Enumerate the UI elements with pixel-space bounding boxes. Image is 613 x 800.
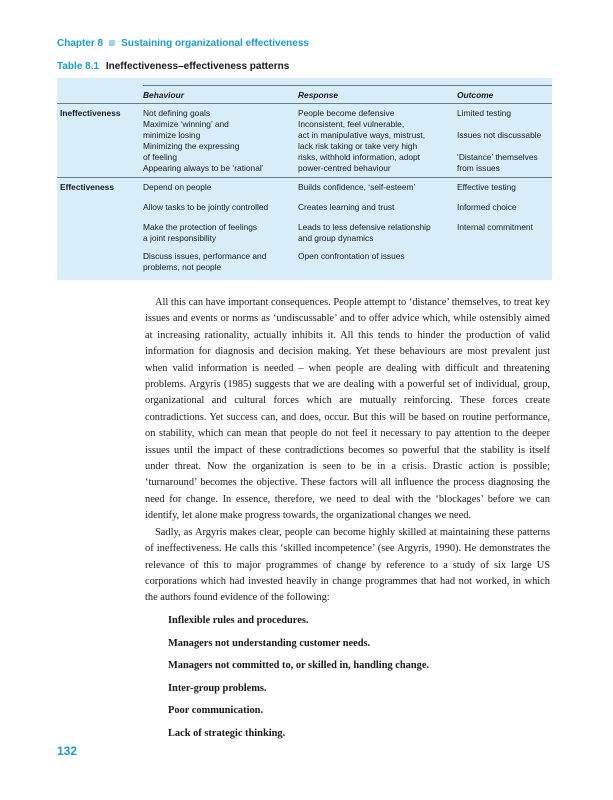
patterns-table: [57, 78, 552, 280]
ineff-behaviour-line: minimize losing: [143, 130, 201, 140]
eff-outcome-line: Effective testing: [457, 182, 516, 192]
row-label-ineffectiveness: Ineffectiveness: [60, 108, 121, 118]
table-middle-rule: [57, 177, 552, 178]
separator-square-icon: [109, 40, 115, 46]
table-title: Ineffectiveness–effectiveness patterns: [105, 61, 290, 72]
column-header-behaviour: Behaviour: [143, 90, 184, 100]
eff-response-line: Builds confidence, ‘self-esteem’: [298, 182, 416, 192]
chapter-label: Chapter 8: [57, 38, 104, 49]
eff-response-line: Creates learning and trust: [298, 202, 395, 212]
eff-outcome-line: Informed choice: [457, 202, 517, 212]
row-label-effectiveness: Effectiveness: [60, 182, 114, 192]
body-text: [145, 295, 550, 607]
ineff-response-line: act in manipulative ways, mistrust,: [298, 130, 426, 140]
eff-behaviour-line: Make the protection of feelings: [143, 222, 258, 232]
eff-response-line: Open confrontation of issues: [298, 251, 405, 261]
eff-outcome-line: Internal commitment: [457, 222, 533, 232]
list-item: Inflexible rules and procedures.: [168, 615, 309, 626]
column-header-response: Response: [298, 90, 339, 100]
table-number: Table 8.1: [57, 61, 100, 72]
list-item: Managers not understanding customer needs.: [168, 637, 371, 649]
list-item: Poor communication.: [168, 705, 264, 716]
ineff-response-line: risks, withhold information, adopt: [298, 152, 420, 162]
table-caption: [57, 61, 289, 72]
ineff-behaviour-line: Not defining goals: [143, 108, 211, 118]
eff-behaviour-line: Discuss issues, performance and: [143, 251, 267, 261]
paragraph-2: Sadly, as Argyris makes clear, people can become highly skilled at maintaining these patterns of ineffectiveness. He calls this ‘skilled incompetence’ (see Argyris, 1990). He demonstrates the relevance of this to major programmes of change by reference to a study of six large US corporations which had invested heavily in change programmes that had not worked, in which the authors found evidence of the following:: [145, 526, 550, 604]
ineff-outcome-line: ‘Distance’ themselves: [457, 152, 538, 162]
list-item: Lack of strategic thinking.: [168, 727, 286, 739]
ineff-response-line: People become defensive: [298, 108, 395, 118]
page-number: 132: [57, 744, 78, 758]
list-item: Inter-group problems.: [168, 682, 267, 694]
ineff-behaviour-line: of feeling: [143, 152, 177, 162]
ineff-response-line: Inconsistent, feel vulnerable,: [298, 119, 405, 129]
paragraph-1: All this can have important consequences. People attempt to ‘distance’ themselves, to treat key issues and events or norms as ‘undiscussable’ and to offer advice which, while ostensibly aimed at increasing rationality, actually inhibits it. All this tends to hinder the production of valid information for diagnosis and decision making. Yet these behaviours are most prevalent just when valid information is needed – when people are dealing with difficult and threatening problems. Argyris (1985) suggests that we are dealing with a powerful set of individual, group, organizational and cultural forces which are mutually reinforcing. These forces create contradictions. Yet success can, and does, occur. But this will be based on routine performance, on stability, which can mean that people do not feel it necessary to pay attention to the deeper issues until the impact of these contradictions becomes so powerful that the stability is itself under threat. Now the organization is seen to be in a crisis. Drastic action is possible; ‘turnaround’ becomes the objective. These factors will all influence the process diagnosing the need for change. In essence, therefore, we need to deal with the ‘blockages’ before we can identify, let alone make progress towards, the organizational changes we need.: [145, 297, 550, 522]
table-header-rule: [57, 103, 552, 104]
eff-response-line: Leads to less defensive relationship: [298, 222, 431, 232]
ineff-response-line: power-centred behaviour: [298, 163, 391, 173]
chapter-title: Sustaining organizational effectiveness: [121, 38, 309, 49]
ineff-behaviour-line: Appearing always to be ‘rational’: [143, 163, 264, 173]
ineff-behaviour-line: Maximize ‘winning’ and: [143, 119, 229, 129]
ineff-behaviour-line: Minimizing the expressing: [143, 141, 240, 151]
ineff-outcome-line: from issues: [457, 163, 500, 173]
column-header-outcome: Outcome: [457, 90, 494, 100]
evidence-list: [168, 613, 429, 748]
eff-behaviour-line: a joint responsibility: [143, 233, 217, 243]
table-top-rule: [143, 85, 552, 86]
eff-response-line: and group dynamics: [298, 233, 374, 243]
chapter-header: [57, 38, 309, 49]
ineff-outcome-line: Limited testing: [457, 108, 511, 118]
ineff-outcome-line: Issues not discussable: [457, 130, 542, 140]
ineff-response-line: lack risk taking or take very high: [298, 141, 418, 151]
eff-behaviour-line: Depend on people: [143, 182, 212, 192]
eff-behaviour-line: problems, not people: [143, 262, 222, 272]
list-item: Managers not committed to, or skilled in, handling change.: [168, 660, 430, 671]
eff-behaviour-line: Allow tasks to be jointly controlled: [143, 202, 269, 212]
